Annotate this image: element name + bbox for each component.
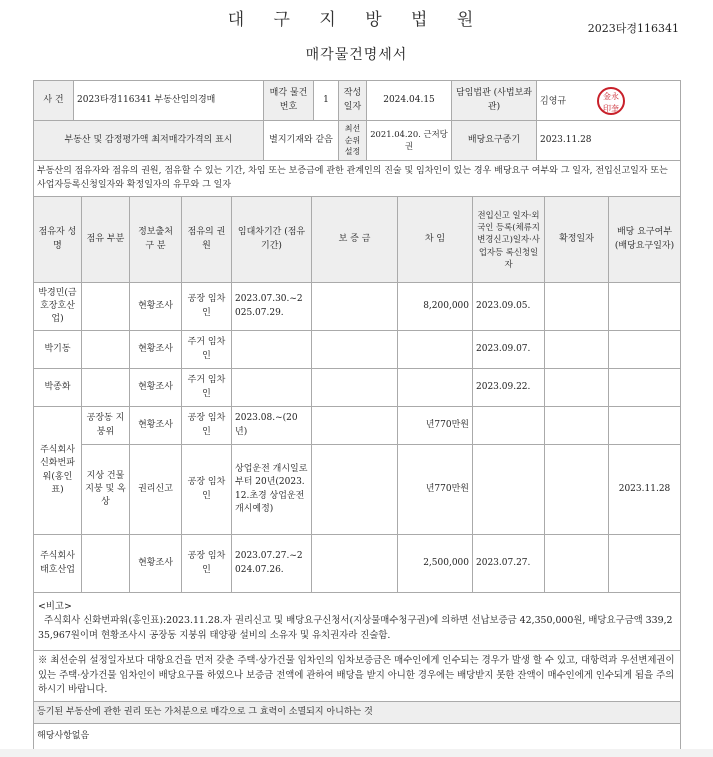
rent: 8,200,000 — [398, 283, 473, 331]
table-row — [34, 535, 681, 593]
info-source: 권리신고 — [130, 445, 182, 535]
deadline-value: 2023.11.28 — [537, 121, 681, 161]
move-in-date: 2023.09.22. — [473, 369, 545, 407]
info-source: 현황조사 — [130, 369, 182, 407]
rent: 년770만원 — [398, 407, 473, 445]
dividend-request: 2023.11.28 — [609, 445, 681, 535]
deposit — [312, 331, 398, 369]
fixed-date — [545, 331, 609, 369]
senior-label: 최선순위 설정 — [339, 121, 367, 161]
info-source: 현황조사 — [130, 331, 182, 369]
info-source: 현황조사 — [130, 283, 182, 331]
fixed-date — [545, 369, 609, 407]
col-deposit: 보 증 금 — [312, 197, 398, 283]
document-title: 매각물건명세서 — [305, 47, 408, 63]
table-row — [34, 369, 681, 407]
lease-period: 2023.07.27.~2024.07.26. — [232, 535, 312, 593]
occupant-name: 박종화 — [34, 369, 82, 407]
table-row — [34, 331, 681, 369]
col-period: 임대차기간 (점유기간) — [232, 197, 312, 283]
occupancy-right: 공장 임차인 — [182, 283, 232, 331]
lease-period: 2023.07.30.~2025.07.29. — [232, 283, 312, 331]
col-part: 점유 부분 — [82, 197, 130, 283]
info-source: 현황조사 — [130, 407, 182, 445]
table-row — [34, 407, 681, 445]
move-in-date — [473, 407, 545, 445]
occupied-part: 공장동 지붕위 — [82, 407, 130, 445]
move-in-date — [473, 445, 545, 535]
extinguish-value: 해당사항없음 — [34, 723, 681, 749]
dividend-request — [609, 535, 681, 593]
occupancy-right: 공장 임차인 — [182, 445, 232, 535]
remarks-text: 주식회사 신화번파워(홍인표):2023.11.28.자 권리신고 및 배당요구신청서(지상물매수청구권)에 의하면 선납보증금 42,350,000원, 배당요구금액 339,235,967원이며 현황조사시 공장동 지붕위 태양광 설비의 소유자 및 유치권자라 진술함. — [38, 615, 673, 641]
rent: 2,500,000 — [398, 535, 473, 593]
remarks-label: <비고> — [38, 600, 72, 612]
col-dividend: 배당 요구여부 (배당요구일자) — [609, 197, 681, 283]
extinguish-label: 등기된 부동산에 관한 권리 또는 가처분으로 매각으로 그 효력이 소멸되지 아니하는 것 — [34, 701, 681, 723]
case-label: 사 건 — [34, 81, 74, 121]
item-no: 1 — [314, 81, 339, 121]
occupant-name: 박경민(금호장호산업) — [34, 283, 82, 331]
case-value: 2023타경116341 부동산임의경매 — [74, 81, 264, 121]
occupancy-right: 공장 임차인 — [182, 407, 232, 445]
fixed-date — [545, 445, 609, 535]
case-number: 2023타경116341 — [587, 22, 679, 35]
page-bottom-strip — [0, 749, 713, 757]
table-row — [34, 445, 681, 535]
occupied-part — [82, 331, 130, 369]
occupancy-right: 공장 임차인 — [182, 535, 232, 593]
occupant-name: 박기동 — [34, 331, 82, 369]
warning-text: ※ 최선순위 설정일자보다 대항요건을 먼저 갖춘 주택·상가건물 임차인의 임차보증금은 매수인에게 인수되는 경우가 발생 할 수 있고, 대항력과 우선변제권이 있는 주택·상가건물 임차인이 배당요구를 하였으나 보증금 전액에 관하여 배당을 받지 아니한 경우에는 배당받지 못한 잔액이 매수인에게 인수되게 됨을 주의하시기 바랍니다. — [34, 651, 681, 702]
lease-period — [232, 331, 312, 369]
fixed-date — [545, 535, 609, 593]
occupied-part — [82, 283, 130, 331]
judge-name: 김영규 — [540, 96, 567, 106]
dividend-request — [609, 331, 681, 369]
deposit — [312, 535, 398, 593]
judge-cell — [537, 81, 681, 121]
deposit — [312, 407, 398, 445]
deposit — [312, 369, 398, 407]
col-source: 정보출처 구 분 — [130, 197, 182, 283]
deposit — [312, 283, 398, 331]
occupant-name: 주식회사 태호산업 — [34, 535, 82, 593]
rent — [398, 369, 473, 407]
item-no-label: 매각 물건번호 — [264, 81, 314, 121]
deadline-label: 배당요구종기 — [452, 121, 537, 161]
col-fixed-date: 확정일자 — [545, 197, 609, 283]
court-name: 대 구 지 방 법 원 — [227, 10, 486, 30]
table-row — [34, 283, 681, 331]
occupied-part — [82, 369, 130, 407]
lease-period — [232, 369, 312, 407]
occupant-table — [33, 160, 681, 750]
price-value: 별지기재와 같음 — [264, 121, 339, 161]
price-label: 부동산 및 감정평가액 최저매각가격의 표시 — [34, 121, 264, 161]
rent — [398, 331, 473, 369]
judge-seal-icon: 金永 印奎 — [597, 87, 625, 115]
info-source: 현황조사 — [130, 535, 182, 593]
col-occupant: 점유자 성 명 — [34, 197, 82, 283]
remarks-section — [34, 593, 681, 651]
deposit — [312, 445, 398, 535]
move-in-date: 2023.09.05. — [473, 283, 545, 331]
judge-label: 담임법관 (사법보좌관) — [452, 81, 537, 121]
col-move-in: 전입신고 일자·외국인 등록(체류지 변경신고)일자·사업자등 록신청일자 — [473, 197, 545, 283]
occupant-name: 주식회사 신화번파워(홍인표) — [34, 407, 82, 535]
occupancy-right: 주거 임차인 — [182, 331, 232, 369]
write-date: 2024.04.15 — [367, 81, 452, 121]
notice-text: 부동산의 점유자와 점유의 권원, 점유할 수 있는 기간, 차임 또는 보증금에 관한 관계인의 진술 및 임차인이 있는 경우 배당요구 여부와 그 일자, 전입신고일자 또는 사업자등록신청일자와 확정일자의 유무와 그 일자 — [34, 161, 681, 197]
dividend-request — [609, 407, 681, 445]
date-label: 작성 일자 — [339, 81, 367, 121]
col-right: 점유의 권 원 — [182, 197, 232, 283]
case-info-table — [33, 80, 681, 161]
occupancy-right: 주거 임차인 — [182, 369, 232, 407]
fixed-date — [545, 283, 609, 331]
move-in-date: 2023.09.07. — [473, 331, 545, 369]
senior-value: 2021.04.20. 근저당권 — [367, 121, 452, 161]
rent: 년770만원 — [398, 445, 473, 535]
dividend-request — [609, 283, 681, 331]
occupied-part — [82, 535, 130, 593]
lease-period: 상업운전 개시일로부터 20년(2023.12.초경 상업운전 개시예정) — [232, 445, 312, 535]
move-in-date: 2023.07.27. — [473, 535, 545, 593]
col-rent: 차 임 — [398, 197, 473, 283]
lease-period: 2023.08.~(20년) — [232, 407, 312, 445]
dividend-request — [609, 369, 681, 407]
fixed-date — [545, 407, 609, 445]
occupied-part: 지상 건물 지붕 및 옥상 — [82, 445, 130, 535]
